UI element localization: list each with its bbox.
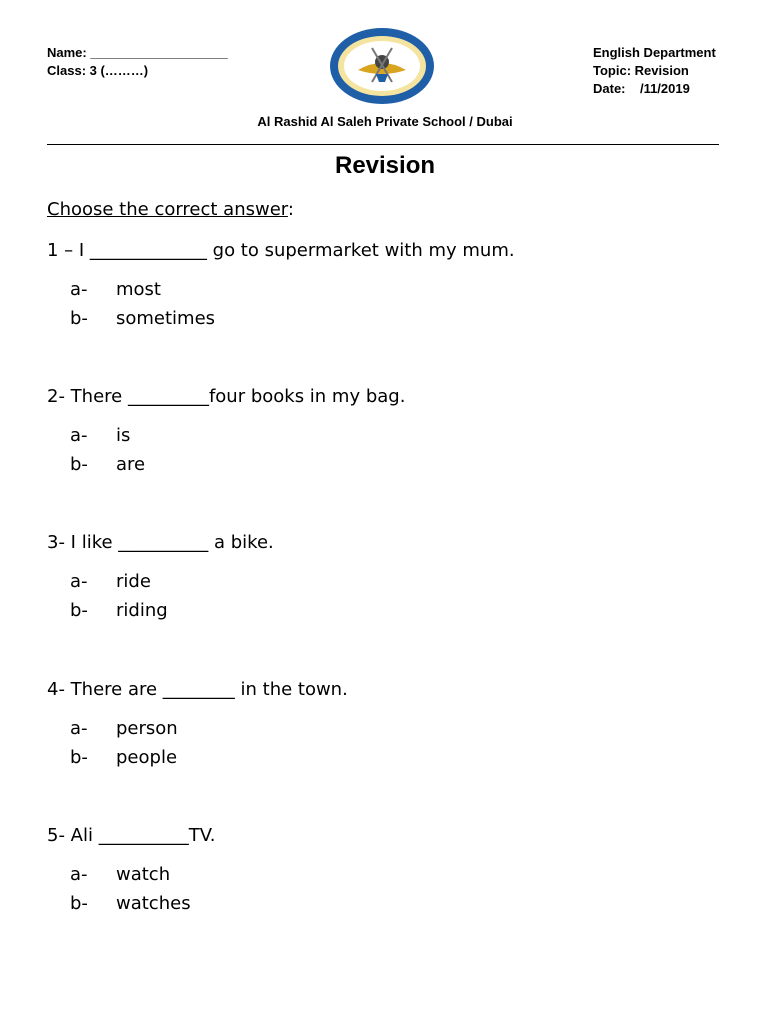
option-label: a- (70, 571, 88, 592)
option-text: person (116, 718, 178, 739)
option-text: people (116, 747, 178, 768)
instruction-text: Choose the correct answer (47, 199, 288, 220)
option-text: is (116, 425, 131, 446)
page-title: Revision (334, 152, 436, 179)
option-label: a- (70, 864, 88, 885)
option-label: b- (70, 893, 88, 914)
option-label: b- (70, 747, 88, 768)
student-info (47, 44, 228, 80)
school-crest-logo (328, 26, 436, 106)
option-text: watch (116, 864, 171, 885)
topic-label: Topic: Revision (593, 63, 689, 78)
class-field: Class: 3 (………) (47, 63, 149, 78)
option-text: ride (116, 571, 151, 592)
question-4: 4- There are ________ in the town. (47, 679, 348, 700)
instruction-colon: : (287, 199, 294, 220)
department-label: English Department (593, 45, 716, 60)
option-label: a- (70, 279, 88, 300)
option-text: most (116, 279, 161, 300)
option-text: riding (116, 600, 168, 621)
option-text: are (116, 454, 146, 475)
question-1: 1 – I _____________ go to supermarket with my mum. (47, 240, 515, 261)
question-2: 2- There _________four books in my bag. (47, 386, 406, 407)
school-name: Al Rashid Al Saleh Private School / Dubai (257, 114, 513, 129)
option-label: a- (70, 718, 88, 739)
department-info (593, 44, 716, 98)
option-label: b- (70, 454, 88, 475)
question-5: 5- Ali __________TV. (47, 825, 216, 846)
option-text: sometimes (116, 308, 216, 329)
option-text: watches (116, 893, 191, 914)
date-label: Date: /11/2019 (593, 81, 690, 96)
option-label: b- (70, 600, 88, 621)
divider-line (47, 144, 719, 145)
question-3: 3- I like __________ a bike. (47, 532, 274, 553)
name-field: Name: ___________________ (47, 45, 228, 60)
option-label: a- (70, 425, 88, 446)
instruction (47, 199, 294, 220)
option-label: b- (70, 308, 88, 329)
